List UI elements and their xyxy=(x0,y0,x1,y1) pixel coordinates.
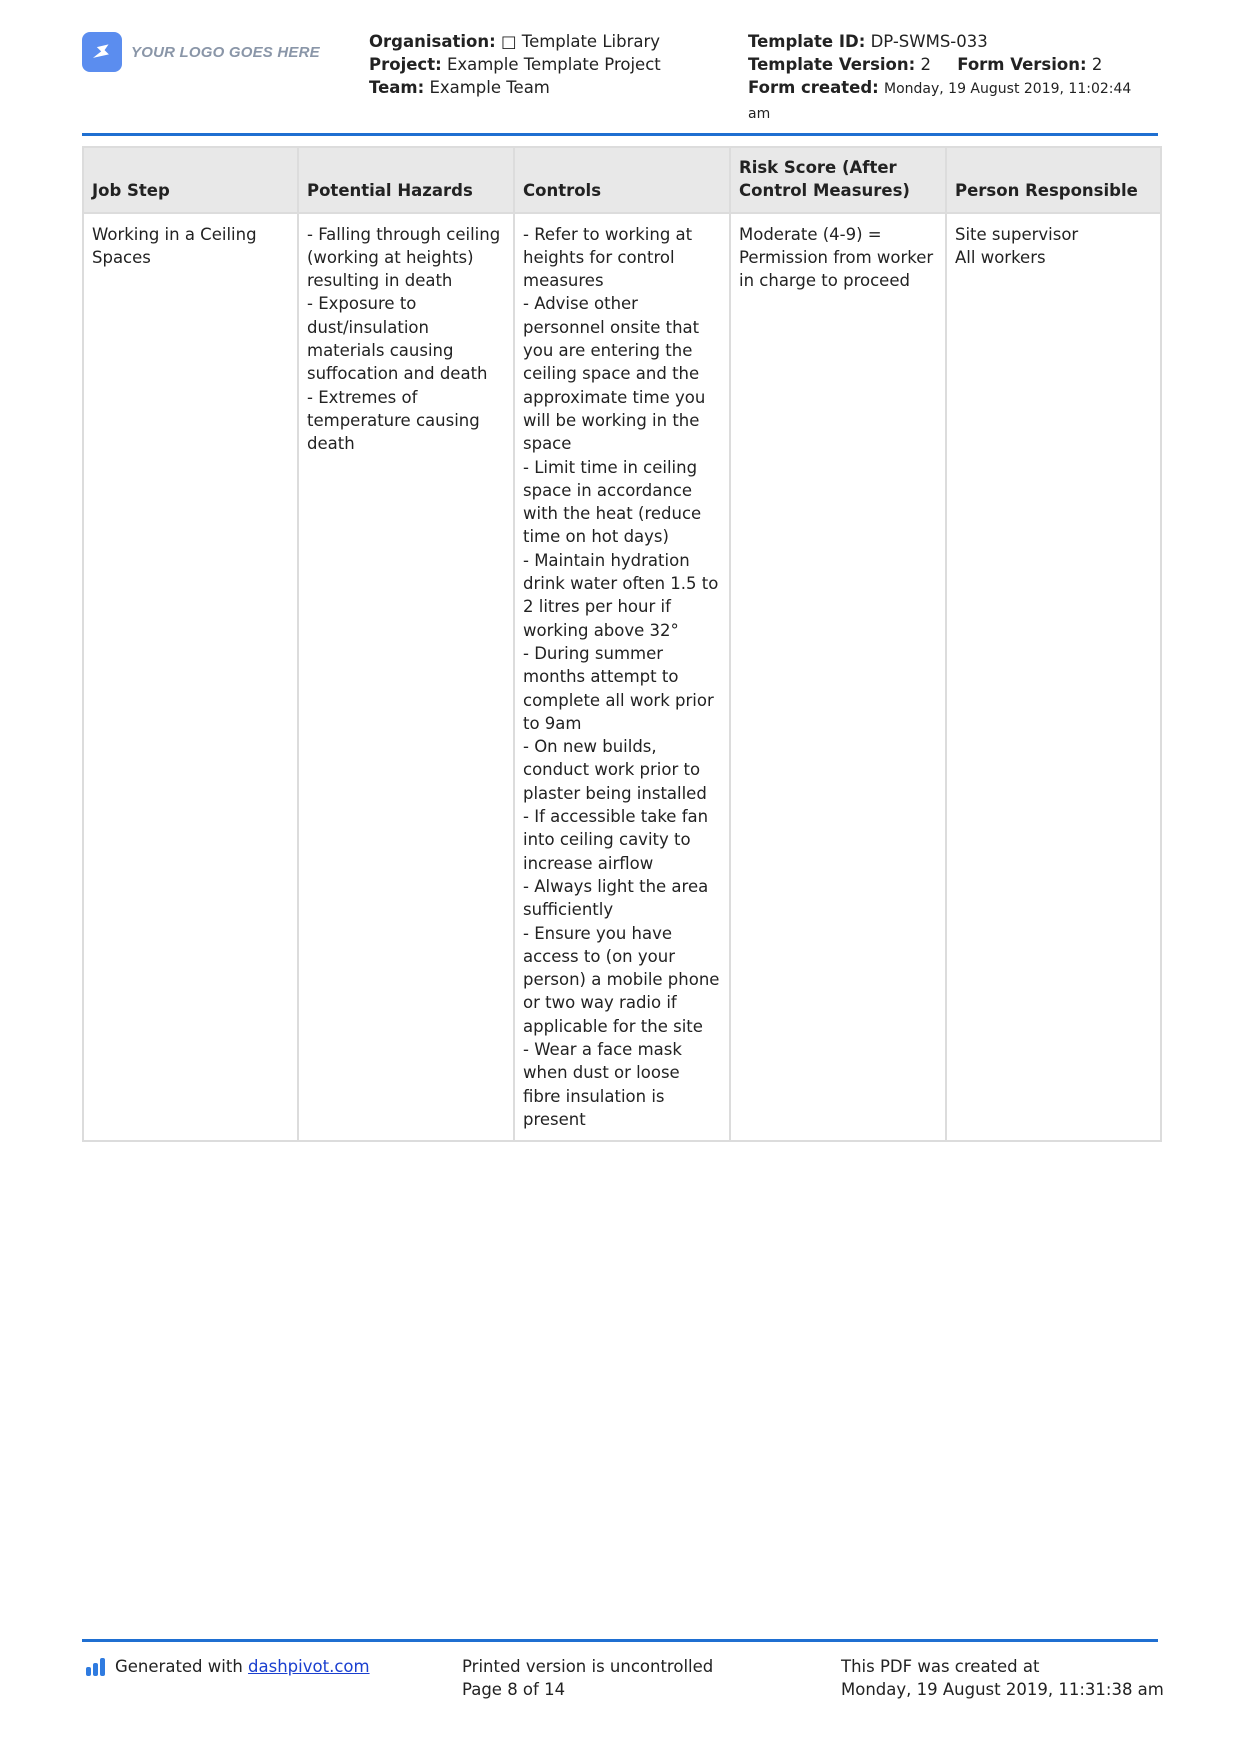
control-item: - During summer months attempt to complete all work prior to 9am xyxy=(523,643,714,733)
hazards-cell xyxy=(298,213,514,1142)
pdf-created-label: This PDF was created at xyxy=(841,1657,1040,1676)
control-item: - Maintain hydration drink water often 1.5 to 2 litres per hour if working above 32° xyxy=(523,550,719,640)
company-logo xyxy=(82,32,320,72)
organisation-value: □ Template Library xyxy=(500,32,661,51)
footer-page-info xyxy=(462,1656,713,1701)
column-header-job-step: Job Step xyxy=(83,147,298,213)
control-item: - Limit time in ceiling space in accordance with the heat (reduce time on hot days) xyxy=(523,457,702,547)
control-item: - If accessible take fan into ceiling cavity to increase airflow xyxy=(523,807,709,873)
template-version-label: Template Version: xyxy=(748,55,916,74)
control-item: - Always light the area sufficiently xyxy=(523,876,709,920)
header-template-info xyxy=(748,30,1148,126)
footer-generated xyxy=(86,1656,370,1679)
swms-table xyxy=(82,146,1162,1142)
footer-created xyxy=(841,1656,1171,1701)
header-project-info xyxy=(369,30,661,99)
team-label: Team: xyxy=(369,78,425,97)
column-header-person-responsible: Person Responsible xyxy=(946,147,1161,213)
logo-mark-icon xyxy=(82,32,122,72)
control-item: - Advise other personnel onsite that you are entering the ceiling space and the approximate time you will be working in the space xyxy=(523,294,706,454)
footer-divider xyxy=(82,1639,1158,1642)
control-item: - On new builds, conduct work prior to plaster being installed xyxy=(523,737,707,803)
control-item: - Refer to working at heights for control measures xyxy=(523,224,693,291)
table-row xyxy=(83,213,1161,1142)
table-header-row xyxy=(83,147,1161,213)
dashpivot-logo-icon xyxy=(86,1658,107,1676)
organisation-label: Organisation: xyxy=(369,32,496,51)
column-header-risk-score: Risk Score (After Control Measures) xyxy=(730,147,946,213)
person-item: All workers xyxy=(955,247,1046,267)
job-step-cell: Working in a Ceiling Spaces xyxy=(83,213,298,1142)
form-created-label: Form created: xyxy=(748,78,879,97)
generated-prefix: Generated with xyxy=(115,1657,243,1676)
template-id-value: DP-SWMS-033 xyxy=(870,32,988,51)
uncontrolled-notice: Printed version is uncontrolled xyxy=(462,1657,714,1676)
hazard-item: - Extremes of temperature causing death xyxy=(307,387,480,454)
project-value: Example Template Project xyxy=(446,55,661,74)
page-number: Page 8 of 14 xyxy=(462,1679,566,1699)
control-item: - Ensure you have access to (on your person) a mobile phone or two way radio if applicable for the site xyxy=(523,923,720,1036)
column-header-controls: Controls xyxy=(514,147,730,213)
person-item: Site supervisor xyxy=(955,224,1079,244)
control-item: - Wear a face mask when dust or loose fibre insulation is present xyxy=(523,1039,682,1129)
column-header-potential-hazards: Potential Hazards xyxy=(298,147,514,213)
template-id-label: Template ID: xyxy=(748,32,866,51)
hazard-item: - Falling through ceiling (working at heights) resulting in death xyxy=(307,224,501,291)
header-divider xyxy=(82,133,1158,136)
form-created-value: Monday, 19 August 2019, 11:02:44 am xyxy=(748,81,1132,122)
controls-cell xyxy=(514,213,730,1142)
form-version-label: Form Version: xyxy=(957,55,1087,74)
pdf-created-date: Monday, 19 August 2019, 11:31:38 am xyxy=(841,1679,1164,1699)
project-label: Project: xyxy=(369,55,442,74)
person-responsible-cell xyxy=(946,213,1161,1142)
template-version-value: 2 xyxy=(920,55,931,74)
team-value: Example Team xyxy=(429,78,550,97)
hazard-item: - Exposure to dust/insulation materials causing suffocation and death xyxy=(307,294,488,384)
dashpivot-link[interactable]: dashpivot.com xyxy=(248,1657,370,1676)
logo-text: YOUR LOGO GOES HERE xyxy=(131,43,320,61)
risk-score-cell: Moderate (4-9) = Permission from worker in charge to proceed xyxy=(730,213,946,1142)
form-version-value: 2 xyxy=(1091,55,1103,74)
